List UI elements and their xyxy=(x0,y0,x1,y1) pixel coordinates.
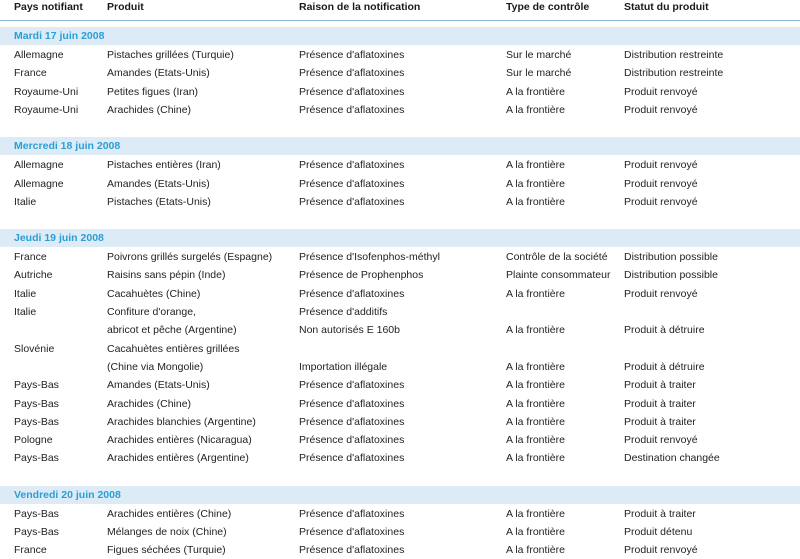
table-row xyxy=(0,303,800,321)
pays-cell: Pays-Bas xyxy=(14,452,59,465)
produit-cell: Pistaches grillées (Turquie) xyxy=(107,49,234,61)
type-cell: A la frontière xyxy=(506,177,565,190)
produit-cell: Confiture d'orange, xyxy=(107,306,196,318)
raison-cell: Présence d'aflatoxines xyxy=(299,159,405,172)
header-divider xyxy=(0,20,800,21)
raison-cell: Présence de Prophenphos xyxy=(299,269,424,282)
type-cell: A la frontière xyxy=(506,287,565,300)
produit-cell: Raisins sans pépin (Inde) xyxy=(107,269,226,282)
table-row xyxy=(0,358,800,376)
type-cell: A la frontière xyxy=(506,103,565,116)
statut-cell: Produit à détruire xyxy=(624,324,705,337)
statut-cell: Distribution possible xyxy=(624,269,718,282)
table-row xyxy=(0,101,800,119)
pays-cell: France xyxy=(14,251,47,264)
produit-cell: Cacahuètes entières grillées xyxy=(107,342,240,355)
raison-cell: Présence d'aflatoxines xyxy=(299,287,405,300)
table-row xyxy=(0,541,800,559)
raison-cell: Présence d'aflatoxines xyxy=(299,49,405,61)
table-row xyxy=(0,46,800,64)
pays-cell: Italie xyxy=(14,195,37,208)
table-row xyxy=(0,340,800,358)
type-cell: Sur le marché xyxy=(506,49,572,61)
statut-cell: Produit à traiter xyxy=(624,379,696,392)
statut-cell: Produit renvoyé xyxy=(624,159,698,172)
produit-cell: Amandes (Etats-Unis) xyxy=(107,67,210,80)
raison-cell: Présence d'aflatoxines xyxy=(299,434,405,447)
type-cell: A la frontière xyxy=(506,526,565,538)
raison-cell: Présence d'aflatoxines xyxy=(299,85,405,98)
pays-cell: Allemagne xyxy=(14,159,64,172)
statut-cell: Destination changée xyxy=(624,452,720,465)
statut-cell: Distribution restreinte xyxy=(624,67,724,80)
pays-cell: Italie xyxy=(14,306,37,318)
type-cell: A la frontière xyxy=(506,85,565,98)
pays-cell: Pays-Bas xyxy=(14,526,59,538)
produit-cell: Arachides blanchies (Argentine) xyxy=(107,415,256,428)
table-header xyxy=(0,0,800,20)
statut-cell: Produit à détruire xyxy=(624,360,705,373)
pays-cell: Pays-Bas xyxy=(14,507,59,520)
table-row xyxy=(0,431,800,449)
type-cell: A la frontière xyxy=(506,397,565,410)
section-date-title: Jeudi 19 juin 2008 xyxy=(14,232,104,245)
raison-cell: Non autorisés E 160b xyxy=(299,324,400,337)
type-cell: A la frontière xyxy=(506,159,565,172)
raison-cell: Présence d'aflatoxines xyxy=(299,379,405,392)
raison-cell: Présence d'aflatoxines xyxy=(299,195,405,208)
statut-cell: Produit renvoyé xyxy=(624,103,698,116)
pays-cell: Pays-Bas xyxy=(14,397,59,410)
header-type-controle: Type de contrôle xyxy=(506,1,590,13)
header-raison: Raison de la notification xyxy=(299,1,421,13)
pays-cell: Pays-Bas xyxy=(14,415,59,428)
table-row xyxy=(0,83,800,101)
statut-cell: Distribution restreinte xyxy=(624,49,724,61)
statut-cell: Distribution possible xyxy=(624,251,718,264)
header-statut: Statut du produit xyxy=(624,1,709,13)
produit-cell: Poivrons grillés surgelés (Espagne) xyxy=(107,251,273,264)
header-pays-notifiant: Pays notifiant xyxy=(14,1,83,13)
raison-cell: Présence d'additifs xyxy=(299,306,388,318)
raison-cell: Présence d'aflatoxines xyxy=(299,397,405,410)
type-cell: A la frontière xyxy=(506,324,565,337)
raison-cell: Présence d'aflatoxines xyxy=(299,544,405,557)
table-row xyxy=(0,321,800,339)
pays-cell: Pays-Bas xyxy=(14,379,59,392)
table-row xyxy=(0,523,800,541)
pays-cell: Allemagne xyxy=(14,49,64,61)
pays-cell: Pologne xyxy=(14,434,53,447)
produit-cell: Petites figues (Iran) xyxy=(107,85,199,98)
section-date-title: Vendredi 20 juin 2008 xyxy=(14,488,121,501)
pays-cell: Royaume-Uni xyxy=(14,85,79,98)
type-cell: Sur le marché xyxy=(506,67,572,80)
section-date-title: Mercredi 18 juin 2008 xyxy=(14,140,121,153)
statut-cell: Produit à traiter xyxy=(624,415,696,428)
table-row xyxy=(0,449,800,467)
raison-cell: Présence d'Isofenphos-méthyl xyxy=(299,251,440,264)
raison-cell: Présence d'aflatoxines xyxy=(299,452,405,465)
produit-cell: Cacahuètes (Chine) xyxy=(107,287,201,300)
table-row xyxy=(0,395,800,413)
type-cell: A la frontière xyxy=(506,544,565,557)
produit-cell: Arachides entières (Nicaragua) xyxy=(107,434,252,447)
produit-cell: Amandes (Etats-Unis) xyxy=(107,379,210,392)
type-cell: A la frontière xyxy=(506,195,565,208)
raison-cell: Présence d'aflatoxines xyxy=(299,177,405,190)
statut-cell: Produit à traiter xyxy=(624,507,696,520)
table-row xyxy=(0,285,800,303)
table-row xyxy=(0,193,800,211)
pays-cell: France xyxy=(14,544,47,557)
table-row xyxy=(0,156,800,174)
type-cell: A la frontière xyxy=(506,360,565,373)
pays-cell: Royaume-Uni xyxy=(14,103,79,116)
pays-cell: Slovénie xyxy=(14,342,55,355)
produit-cell: Arachides entières (Chine) xyxy=(107,507,232,520)
date-band xyxy=(0,27,800,45)
type-cell: A la frontière xyxy=(506,434,565,447)
table-row xyxy=(0,64,800,82)
type-cell: Plainte consommateur xyxy=(506,269,611,282)
pays-cell: Italie xyxy=(14,287,37,300)
statut-cell: Produit renvoyé xyxy=(624,287,698,300)
header-produit: Produit xyxy=(107,1,144,13)
pays-cell: Autriche xyxy=(14,269,53,282)
pays-cell: Allemagne xyxy=(14,177,64,190)
table-row xyxy=(0,505,800,523)
table-row xyxy=(0,266,800,284)
table-row xyxy=(0,413,800,431)
statut-cell: Produit renvoyé xyxy=(624,195,698,208)
date-band xyxy=(0,229,800,247)
section-date-title: Mardi 17 juin 2008 xyxy=(14,30,105,42)
produit-cell: Mélanges de noix (Chine) xyxy=(107,526,227,538)
table-row xyxy=(0,248,800,266)
raison-cell: Importation illégale xyxy=(299,360,388,373)
table-row xyxy=(0,175,800,193)
statut-cell: Produit renvoyé xyxy=(624,544,698,557)
raison-cell: Présence d'aflatoxines xyxy=(299,103,405,116)
table-row xyxy=(0,376,800,394)
pays-cell: France xyxy=(14,67,47,80)
statut-cell: Produit à traiter xyxy=(624,397,696,410)
raison-cell: Présence d'aflatoxines xyxy=(299,526,405,538)
type-cell: A la frontière xyxy=(506,507,565,520)
produit-cell: Arachides entières (Argentine) xyxy=(107,452,249,465)
produit-cell: abricot et pêche (Argentine) xyxy=(107,324,237,337)
statut-cell: Produit renvoyé xyxy=(624,177,698,190)
type-cell: A la frontière xyxy=(506,379,565,392)
statut-cell: Produit renvoyé xyxy=(624,85,698,98)
produit-cell: Amandes (Etats-Unis) xyxy=(107,177,210,190)
type-cell: Contrôle de la société xyxy=(506,251,608,264)
produit-cell: (Chine via Mongolie) xyxy=(107,360,204,373)
produit-cell: Arachides (Chine) xyxy=(107,397,192,410)
raison-cell: Présence d'aflatoxines xyxy=(299,67,405,80)
produit-cell: Pistaches entières (Iran) xyxy=(107,159,221,172)
produit-cell: Pistaches (Etats-Unis) xyxy=(107,195,211,208)
produit-cell: Figues séchées (Turquie) xyxy=(107,544,226,557)
type-cell: A la frontière xyxy=(506,415,565,428)
produit-cell: Arachides (Chine) xyxy=(107,103,192,116)
type-cell: A la frontière xyxy=(506,452,565,465)
raison-cell: Présence d'aflatoxines xyxy=(299,507,405,520)
raison-cell: Présence d'aflatoxines xyxy=(299,415,405,428)
statut-cell: Produit détenu xyxy=(624,526,693,538)
statut-cell: Produit renvoyé xyxy=(624,434,698,447)
